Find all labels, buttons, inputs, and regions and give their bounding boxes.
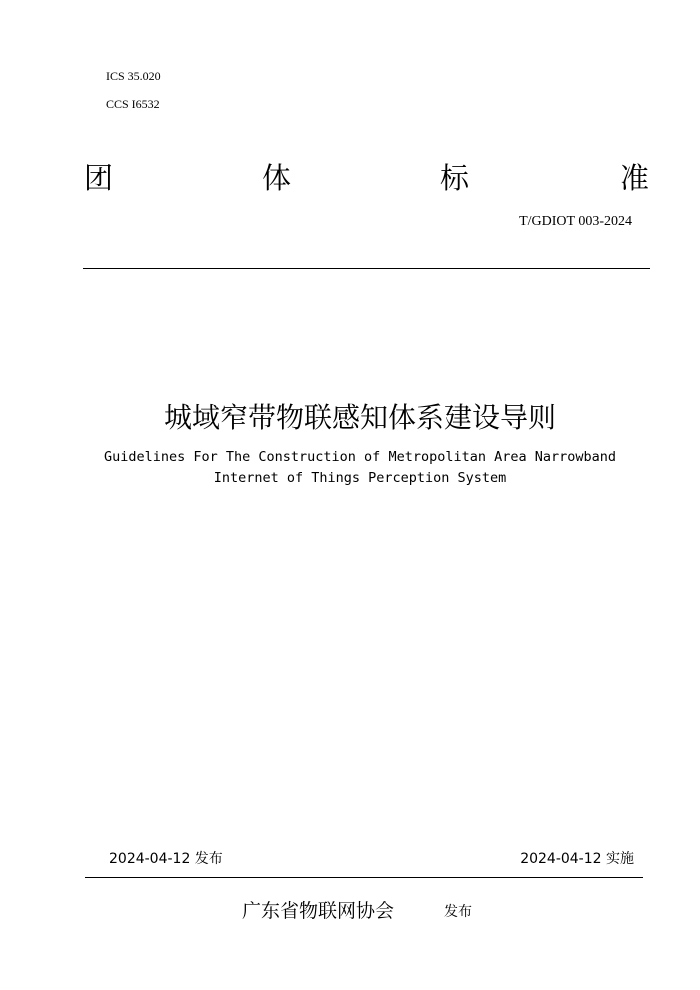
standard-number: T/GDIOT 003-2024 [519,214,632,229]
header-divider [83,268,650,269]
doc-type-char-2: 体 [262,161,292,195]
publish-label: 发布 [444,904,472,920]
title-chinese: 城域窄带物联感知体系建设导则 [163,401,556,434]
footer-divider [85,877,643,878]
title-english-line-1: Guidelines For The Construction of Metropolitan Area Narrowband [103,449,617,465]
publisher-name: 广东省物联网协会 [242,900,395,922]
doc-type-char-1: 团 [84,161,114,195]
ccs-code: CCS I6532 [106,97,160,111]
publish-date: 2024-04-12 发布 [109,851,223,867]
title-english-line-2: Internet of Things Perception System [213,470,507,486]
implementation-date: 2024-04-12 实施 [520,851,634,867]
doc-type-char-3: 标 [440,161,470,195]
ics-code: ICS 35.020 [106,69,161,83]
doc-type-char-4: 准 [620,161,650,195]
